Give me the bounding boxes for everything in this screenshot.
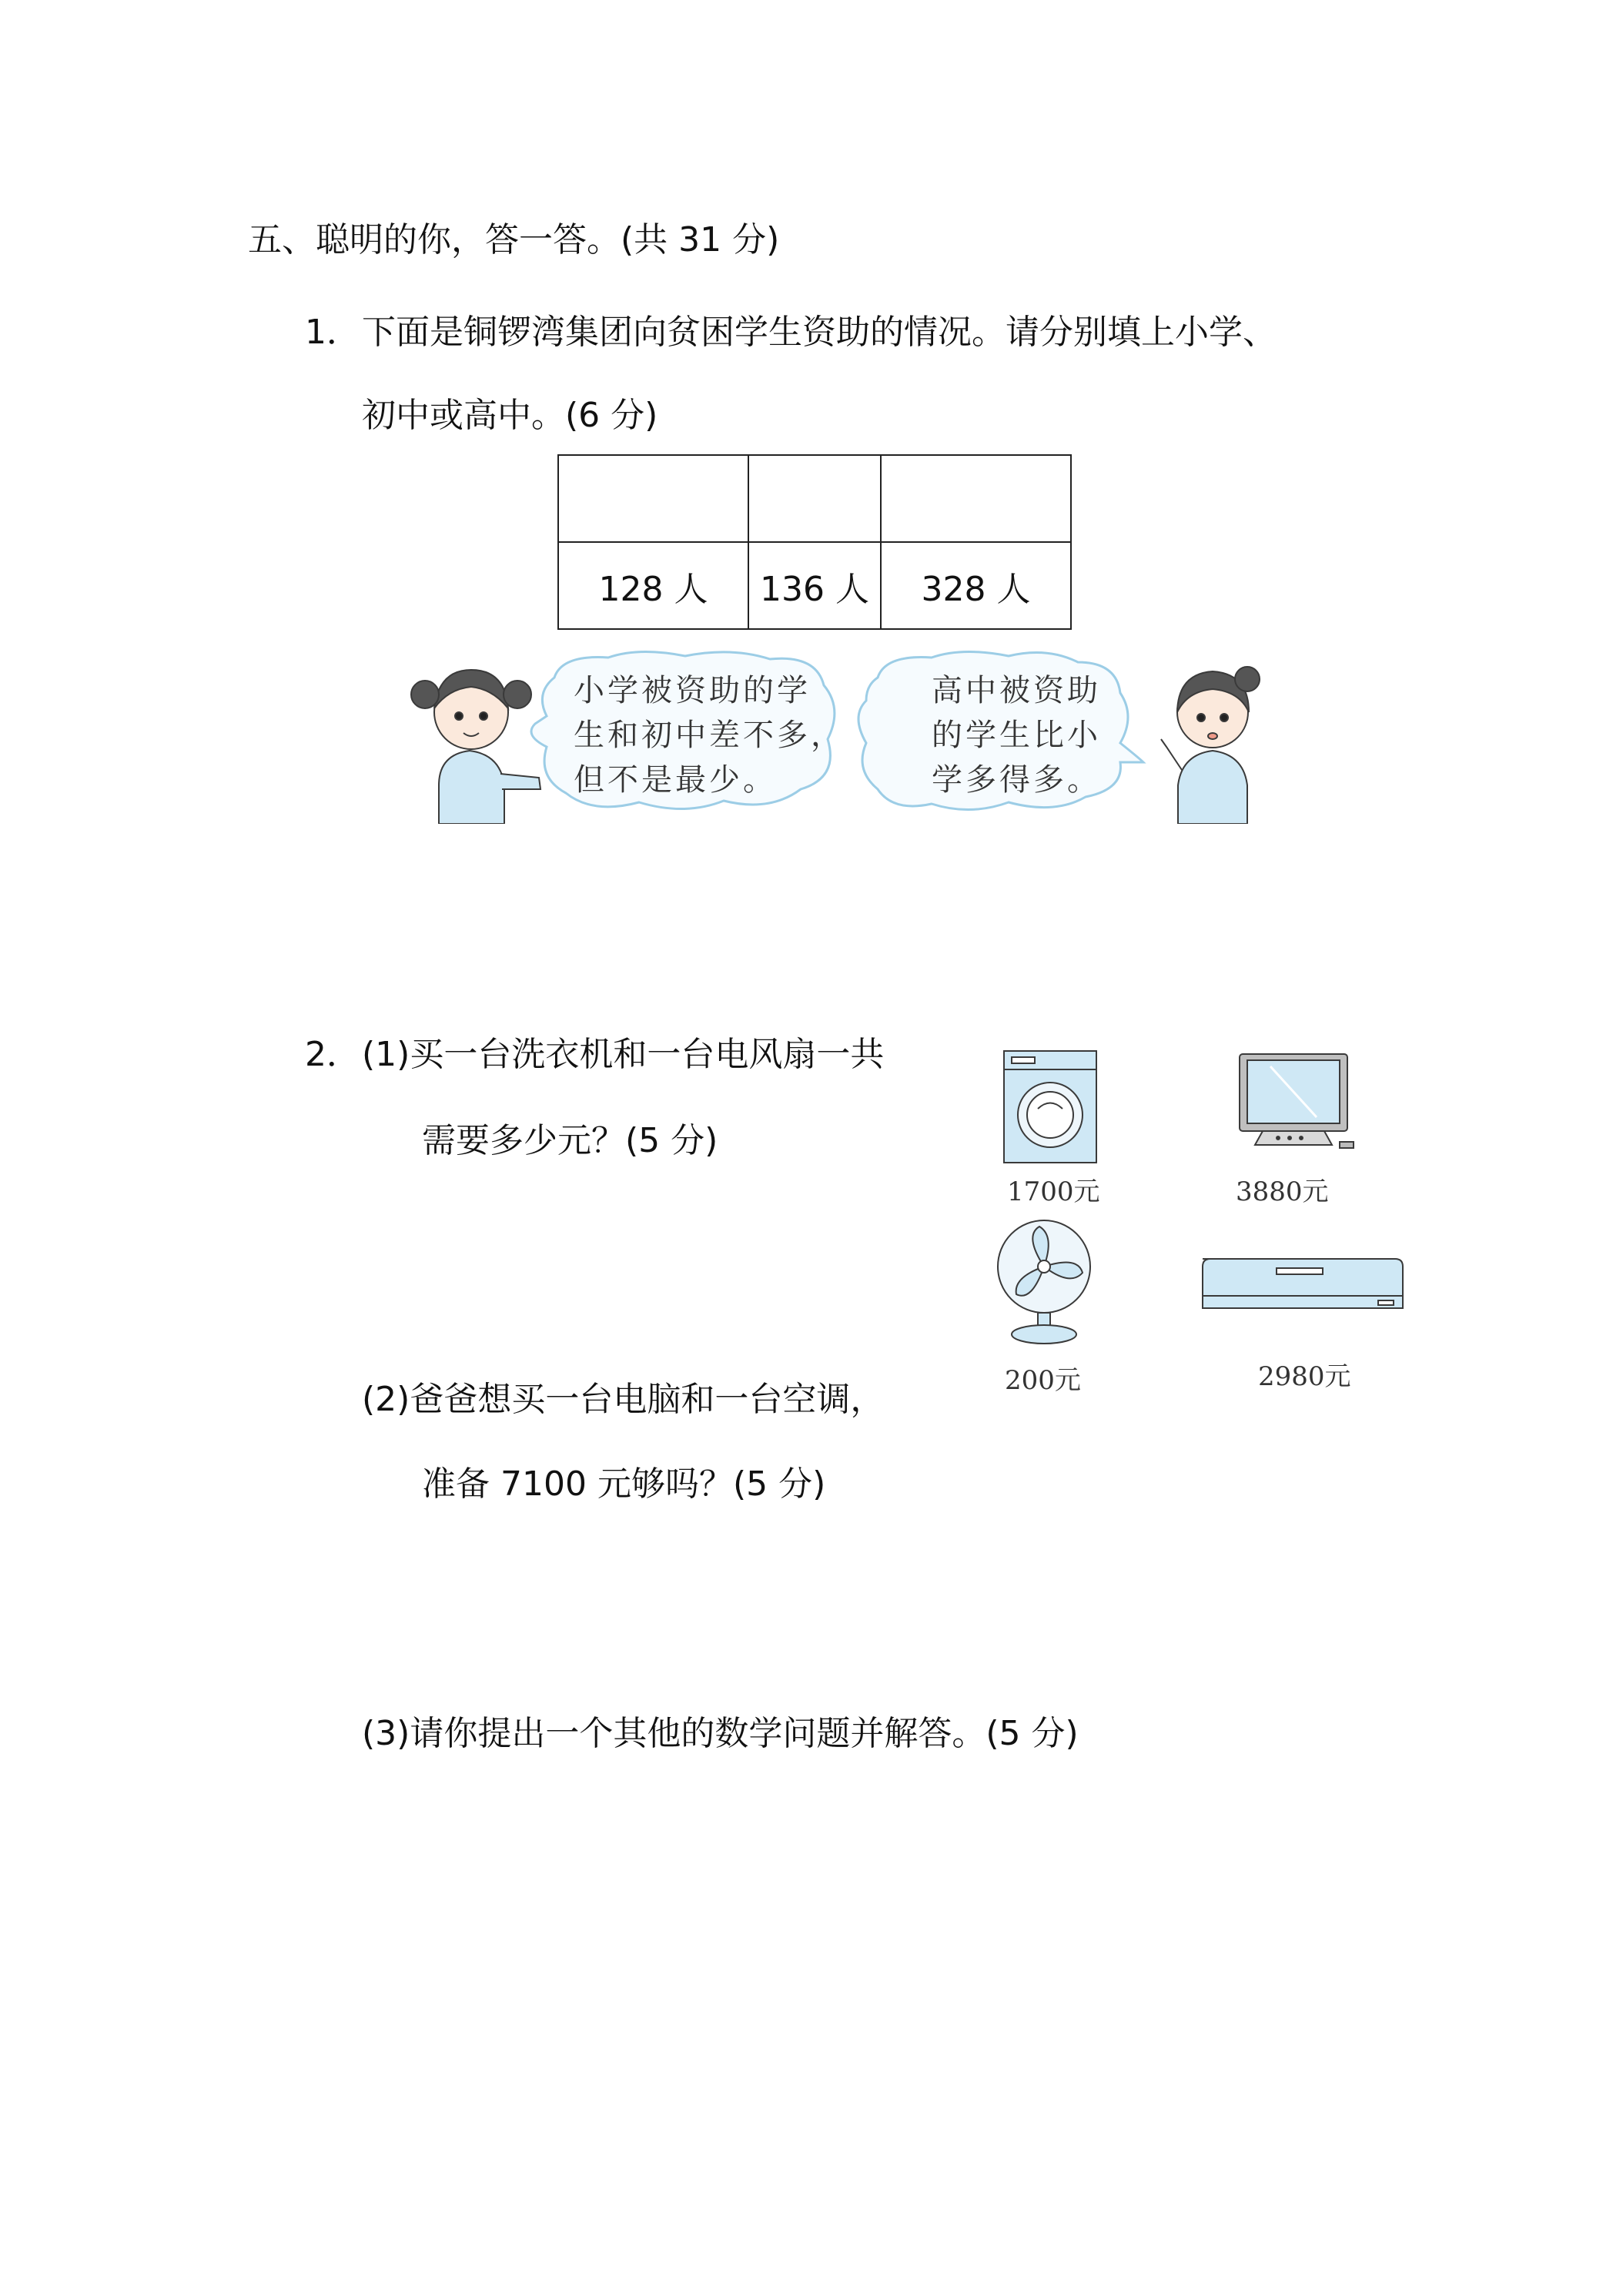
bubble-right-line3: 学多得多。 [932,762,1101,798]
question-1-text-line1: 下面是铜锣湾集团向贫困学生资助的情况。请分别填上小学、 [362,313,1277,352]
answer-cell-3[interactable] [881,455,1071,542]
price-air-conditioner: 2980元 [1258,1361,1351,1392]
table-row-blank [558,455,1071,542]
question-2-part1-line2: 需要多少元？(5 分) [422,1121,718,1160]
value-cell-2: 136 人 [748,542,881,629]
bubble-left-line2: 生和初中差不多， [574,718,845,753]
answer-cell-2[interactable] [748,455,881,542]
question-1-number: 1． [305,313,360,352]
table-row-values [558,542,1071,629]
value-cell-1: 128 人 [558,542,748,629]
question-2-part1-line1: (1)买一台洗衣机和一台电风扇一共 [362,1035,885,1074]
bubble-left-line1: 小学被资助的学 [574,673,811,708]
question-2-part2-line2: 准备 7100 元够吗？(5 分) [422,1464,826,1504]
price-washing-machine: 1700元 [1007,1176,1100,1207]
electric-fan-icon [998,1220,1090,1344]
question-2-number: 2． [305,1035,360,1074]
air-conditioner-icon [1203,1259,1403,1308]
value-cell-3: 328 人 [881,542,1071,629]
dialogue-illustration [408,647,1286,824]
bubble-right-line1: 高中被资助 [932,673,1101,708]
bubble-left-line3: 但不是最少。 [574,762,777,798]
computer-monitor-icon [1240,1054,1354,1148]
washing-machine-icon [1004,1051,1096,1163]
answer-cell-1[interactable] [558,455,748,542]
girl-left-icon [411,670,540,824]
question-1-text-line2: 初中或高中。(6 分) [362,396,658,435]
section-title: 五、聪明的你，答一答。(共 31 分) [248,220,780,259]
question-2-part2-line1: (2)爸爸想买一台电脑和一台空调， [362,1380,885,1419]
support-table [557,454,1072,630]
girl-right-icon [1161,667,1260,824]
question-2-part3: (3)请你提出一个其他的数学问题并解答。(5 分) [362,1714,1079,1753]
bubble-right-line2: 的学生比小 [932,718,1101,753]
price-fan: 200元 [1005,1365,1081,1396]
price-computer: 3880元 [1236,1176,1329,1207]
